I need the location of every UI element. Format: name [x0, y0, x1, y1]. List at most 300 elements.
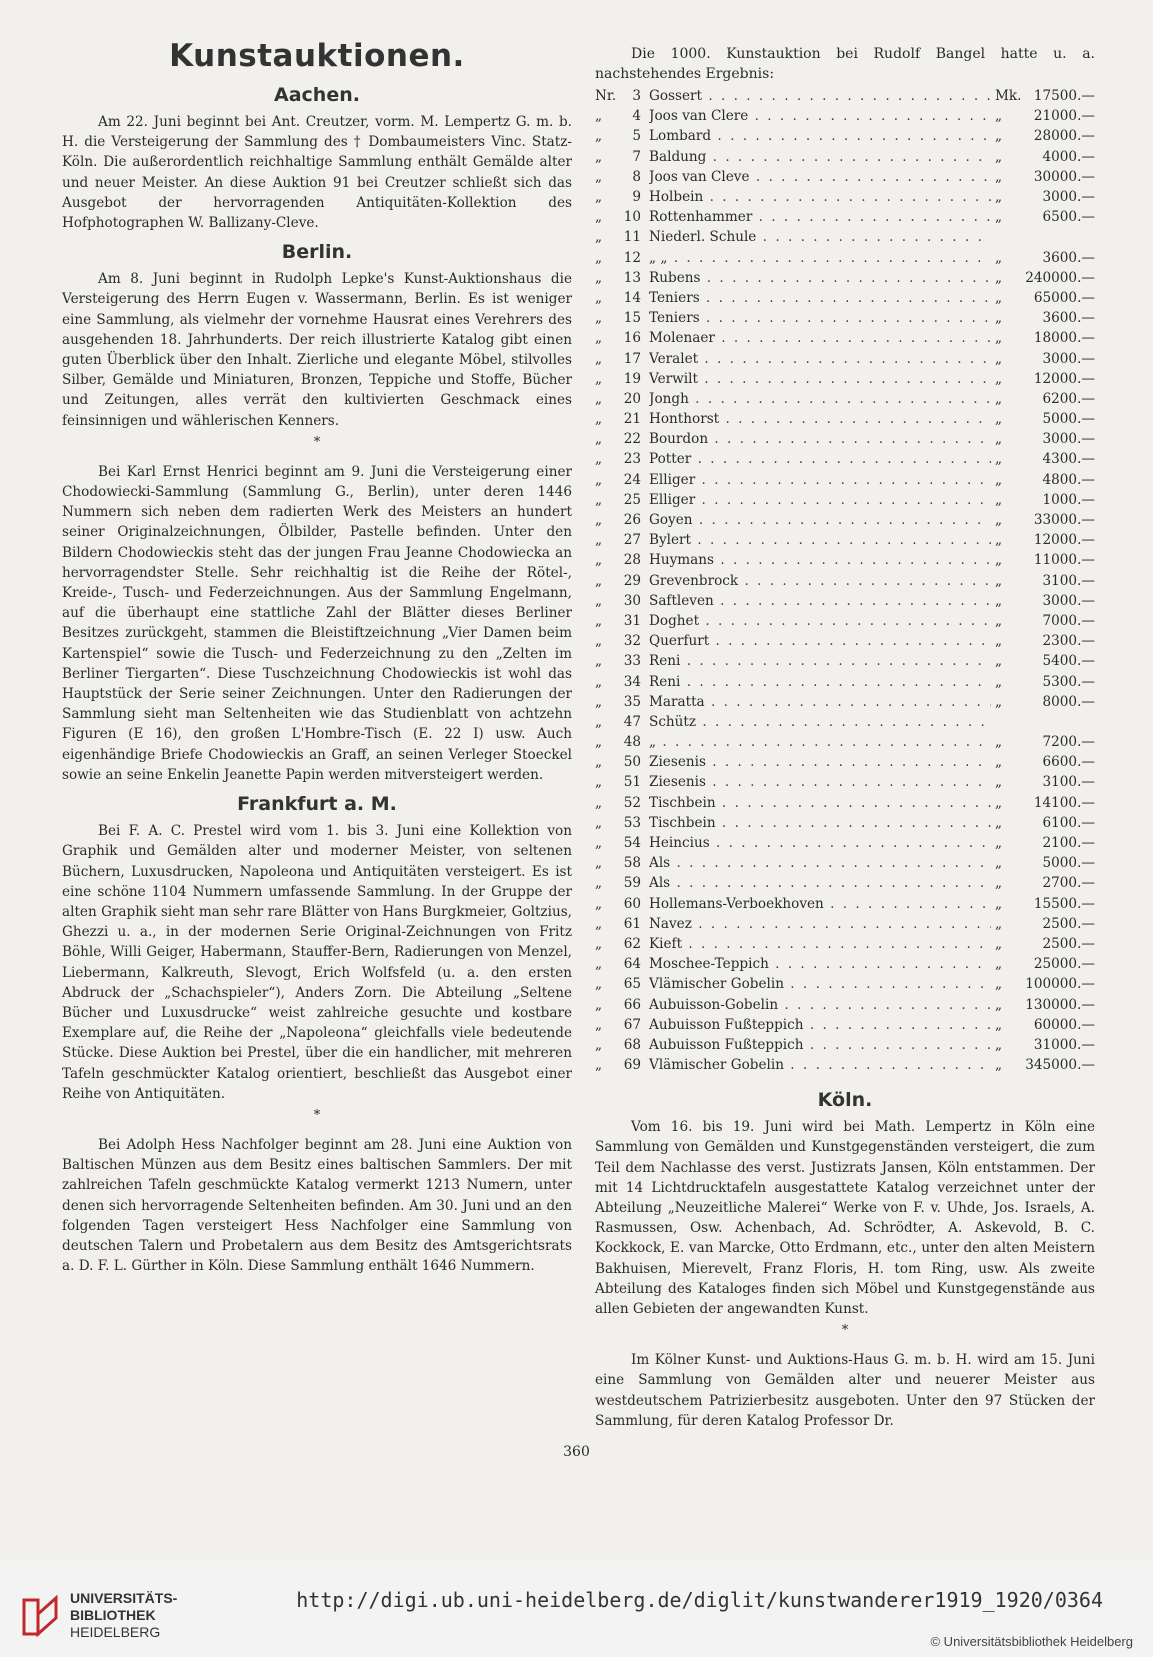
- result-currency: „: [995, 451, 1003, 468]
- result-price: 3000.—: [1042, 189, 1095, 206]
- result-price: 3000.—: [1042, 350, 1095, 367]
- result-currency: „: [995, 370, 1003, 387]
- result-price: 30000.—: [1033, 168, 1095, 185]
- result-artist: Veralet . . .: [649, 351, 991, 367]
- result-currency: „: [995, 189, 1003, 206]
- result-price: 11000.—: [1033, 552, 1095, 569]
- result-price: 5000.—: [1042, 855, 1095, 872]
- result-prefix: „: [595, 956, 603, 973]
- result-prefix: „: [595, 229, 603, 246]
- result-row: [595, 268, 1095, 288]
- result-prefix: „: [595, 471, 603, 488]
- result-currency: „: [995, 915, 1003, 932]
- left-column: [62, 38, 572, 1280]
- result-row: [595, 248, 1095, 268]
- result-price: 2700.—: [1042, 875, 1095, 892]
- result-artist: Ziesenis . . .: [649, 754, 991, 770]
- heading-koeln: Köln.: [817, 1089, 873, 1112]
- result-price: 33000.—: [1033, 512, 1095, 529]
- heading-aachen: Aachen.: [274, 84, 360, 106]
- result-prefix: „: [595, 491, 603, 508]
- result-number: 20: [623, 390, 641, 407]
- result-number: 27: [623, 532, 641, 549]
- result-artist: „ „ . . .: [649, 250, 991, 266]
- result-prefix: „: [595, 390, 603, 407]
- result-prefix: „: [595, 572, 603, 589]
- result-number: 53: [623, 814, 641, 831]
- result-number: 4: [632, 108, 641, 125]
- result-currency: „: [995, 996, 1003, 1013]
- auction-results-list: [595, 86, 1095, 1075]
- result-currency: „: [995, 108, 1003, 125]
- result-currency: „: [995, 491, 1003, 508]
- result-number: 10: [623, 209, 641, 226]
- result-currency: „: [995, 471, 1003, 488]
- result-prefix: „: [595, 976, 603, 993]
- result-number: 30: [623, 592, 641, 609]
- result-number: 69: [623, 1057, 641, 1074]
- result-currency: „: [995, 1057, 1003, 1074]
- result-number: 7: [632, 148, 641, 165]
- library-name: [70, 1590, 177, 1641]
- result-artist: Maratta . . .: [649, 694, 991, 710]
- result-number: 23: [623, 451, 641, 468]
- result-prefix: „: [595, 734, 603, 751]
- result-number: 32: [623, 633, 641, 650]
- result-currency: „: [995, 612, 1003, 629]
- result-price: 21000.—: [1033, 108, 1095, 125]
- result-prefix: „: [595, 1016, 603, 1033]
- result-artist: Als . . .: [649, 875, 991, 891]
- result-row: [595, 470, 1095, 490]
- result-row: [595, 914, 1095, 934]
- result-number: 50: [623, 754, 641, 771]
- result-artist: Verwilt . . .: [649, 371, 991, 387]
- result-currency: „: [995, 794, 1003, 811]
- result-currency: „: [995, 128, 1003, 145]
- result-number: 3: [632, 88, 641, 105]
- result-prefix: „: [595, 370, 603, 387]
- result-price: 130000.—: [1025, 996, 1095, 1013]
- result-number: 33: [623, 653, 641, 670]
- result-prefix: „: [595, 935, 603, 952]
- result-prefix: „: [595, 754, 603, 771]
- result-artist: Grevenbrock . . .: [649, 573, 991, 589]
- result-row: [595, 328, 1095, 348]
- result-number: 58: [623, 855, 641, 872]
- result-number: 22: [623, 431, 641, 448]
- result-artist: Moschee-Teppich . . .: [649, 956, 991, 972]
- bangel-intro: Die 1000. Kunstauktion bei Rudolf Bangel hatte u. a. nachstehendes Ergebnis:: [595, 46, 1095, 82]
- result-number: 29: [623, 572, 641, 589]
- result-price: 6100.—: [1042, 814, 1095, 831]
- result-price: 14100.—: [1033, 794, 1095, 811]
- result-row: [595, 853, 1095, 873]
- result-artist: Vlämischer Gobelin . . .: [649, 1057, 991, 1073]
- result-price: 3100.—: [1042, 572, 1095, 589]
- result-price: 28000.—: [1033, 128, 1095, 145]
- result-artist: Reni . . .: [649, 674, 991, 690]
- result-row: [595, 126, 1095, 146]
- result-row: [595, 894, 1095, 914]
- result-row: [595, 631, 1095, 651]
- result-currency: „: [995, 774, 1003, 791]
- result-row: [595, 873, 1095, 893]
- result-row: [595, 833, 1095, 853]
- result-row: [595, 671, 1095, 691]
- result-currency: „: [995, 390, 1003, 407]
- result-price: 3100.—: [1042, 774, 1095, 791]
- result-artist: Joos van Cleve . . .: [649, 169, 991, 185]
- result-artist: Heincius . . .: [649, 835, 991, 851]
- result-number: 8: [632, 168, 641, 185]
- result-prefix: „: [595, 168, 603, 185]
- result-row: [595, 732, 1095, 752]
- result-row: [595, 692, 1095, 712]
- result-number: 9: [632, 189, 641, 206]
- result-row: [595, 1035, 1095, 1055]
- result-currency: „: [995, 875, 1003, 892]
- result-prefix: „: [595, 310, 603, 327]
- result-number: 21: [623, 411, 641, 428]
- right-column: [595, 44, 1095, 1435]
- frankfurt-text-1: Bei F. A. C. Prestel wird vom 1. bis 3. Juni eine Kollektion von Graphik und Gemälden alter und moderner Meister, von seltenen Büchern, Luxusdrucken, Napoleona und Antiquitäten versteigert. Es ist eine schöne 1104 Nummern umfassende Sammlung. In der Gruppe der alten Graphik sieht man sehr rare Blätter von Hans Burgkmeier, Goltzius, Ghezzi u. a., in der modernen Serie Original-Zeichnungen von Fritz Böhle, Willi Geiger, Habermann, Stauffer-Bern, Radierungen von Menzel, Liebermann, Kalkreuth, Slevogt, Erich Wolfsfeld (u. a. den ersten Abdruck der „Schachspieler“), Anders Zorn. Die Abteilung „Seltene Bücher und Luxusdrucke“ weist zahlreiche gesuchte und kostbare Exemplare auf, die Reihe der „Napoleona“ gleichfalls viele bedeutende Stücke. Diese Auktion bei Prestel, über die ein handlicher, mit mehreren Tafeln geschmückter Katalog orientiert, beschließt das Ausgebot einer Reihe von Antiquitäten.: [62, 823, 572, 1102]
- page-title: Kunstauktionen.: [169, 38, 465, 74]
- result-row: [595, 530, 1095, 550]
- result-artist: Aubuisson Fußteppich . . .: [649, 1037, 991, 1053]
- result-row: [595, 348, 1095, 368]
- result-price: 5400.—: [1042, 653, 1095, 670]
- result-prefix: Nr.: [595, 88, 617, 105]
- result-row: [595, 752, 1095, 772]
- heading-berlin: Berlin.: [281, 241, 353, 264]
- result-row: [595, 308, 1095, 328]
- result-number: 64: [623, 956, 641, 973]
- result-currency: „: [995, 148, 1003, 165]
- result-currency: „: [995, 693, 1003, 710]
- result-artist: Elliger . . .: [649, 492, 991, 508]
- result-number: 26: [623, 512, 641, 529]
- result-prefix: „: [595, 592, 603, 609]
- result-prefix: „: [595, 653, 603, 670]
- result-prefix: „: [595, 289, 603, 306]
- result-row: [595, 490, 1095, 510]
- result-price: 5000.—: [1042, 411, 1095, 428]
- result-price: 2500.—: [1042, 935, 1095, 952]
- result-currency: „: [995, 572, 1003, 589]
- result-row: [595, 429, 1095, 449]
- result-currency: „: [995, 552, 1003, 569]
- result-currency: „: [995, 168, 1003, 185]
- result-price: 100000.—: [1025, 976, 1095, 993]
- result-artist: Honthorst . . .: [649, 411, 991, 427]
- result-artist: Querfurt . . .: [649, 633, 991, 649]
- result-number: 68: [623, 1036, 641, 1053]
- result-number: 62: [623, 935, 641, 952]
- result-number: 12: [623, 249, 641, 266]
- koeln-text-1: Vom 16. bis 19. Juni wird bei Math. Lempertz in Köln eine Sammlung von Gemälden und Kunstgegenständen versteigert, die zum Teil dem Nachlasse des verst. Justizrats Jansen, Köln entstammen. Der mit 14 Lichtdrucktafeln ausgestattete Katalog verzeichnet unter der Abteilung „Neuzeitliche Malerei“ Werke von F. v. Uhde, Jos. Israels, A. Rasmussen, Osw. Achenbach, Ad. Schrödter, A. Askevold, B. C. Kockkock, E. van Marcke, Otto Erdmann, etc., unter den alten Meistern Bakhuisen, Mierevelt, Franz Floris, H. tom Ring, usw. Als zweite Abteilung des Kataloges finden sich Möbel und Kunstgegenstände aus allen Gebieten der angewandten Kunst.: [595, 1119, 1095, 1318]
- result-prefix: „: [595, 794, 603, 811]
- result-number: 65: [623, 976, 641, 993]
- result-artist: Schütz . . .: [649, 714, 991, 730]
- result-artist: Aubuisson Fußteppich . . .: [649, 1017, 991, 1033]
- berlin-text-2: Bei Karl Ernst Henrici beginnt am 9. Juni die Versteigerung einer Chodowiecki-Sammlung (Sammlung G., Berlin), unter deren 1446 Nummern sich neben dem radierten Werk des Meisters an hundert seiner Originalzeichnungen, Ölbilder, Pastelle befinden. Unter den Bildern Chodowieckis steht das der jungen Frau Jeanne Chodowiecka an hervorragendster Stelle. Sehr reichhaltig ist die Reihe der Rötel-, Kreide-, Tusch- und Federzeichnungen. Aus der Sammlung Engelmann, auf die überhaupt eine stattliche Zahl der Blätter dieses Berliner Besitzes zurückgeht, stammen die Bleistiftzeichnung „Vier Damen beim Kartenspiel“ sowie die Tusch- und Federzeichnung zu den „Zelten im Berliner Tiergarten“. Diese Tuschzeichnung Chodowieckis ist wohl das Hauptstück der Serie seiner Zeichnungen. Unter den Radierungen der Sammlung sieht man Seltenheiten wie das Studienblatt von achtzehn Figuren (E 16), den großen L'Hombre-Tisch (E. 22 I) usw. Auch eigenhändige Briefe Chodowieckis an Graff, an seinen Verleger Stoeckel sowie an seine Enkelin Jeanette Papin werden mitversteigert werden.: [62, 463, 572, 783]
- result-price: 240000.—: [1025, 269, 1095, 286]
- result-row: [595, 994, 1095, 1014]
- result-prefix: „: [595, 128, 603, 145]
- result-row: [595, 288, 1095, 308]
- result-currency: „: [995, 310, 1003, 327]
- result-number: 48: [623, 734, 641, 751]
- result-prefix: „: [595, 431, 603, 448]
- result-row: [595, 712, 1095, 732]
- result-currency: „: [995, 653, 1003, 670]
- result-prefix: „: [595, 895, 603, 912]
- result-artist: Reni . . .: [649, 653, 991, 669]
- result-prefix: „: [595, 875, 603, 892]
- result-number: 5: [632, 128, 641, 145]
- page-number: 360: [563, 1444, 590, 1460]
- result-number: 19: [623, 370, 641, 387]
- result-prefix: „: [595, 209, 603, 226]
- result-number: 60: [623, 895, 641, 912]
- result-prefix: „: [595, 148, 603, 165]
- result-prefix: „: [595, 552, 603, 569]
- result-artist: Niederl. Schule . . .: [649, 229, 991, 245]
- result-prefix: „: [595, 249, 603, 266]
- result-artist: Doghet . . .: [649, 613, 991, 629]
- result-currency: „: [995, 269, 1003, 286]
- result-price: 3000.—: [1042, 592, 1095, 609]
- result-artist: Teniers . . .: [649, 290, 991, 306]
- result-prefix: „: [595, 855, 603, 872]
- result-number: 24: [623, 471, 641, 488]
- result-price: 18000.—: [1033, 330, 1095, 347]
- result-number: 28: [623, 552, 641, 569]
- result-number: 17: [623, 350, 641, 367]
- result-row: [595, 86, 1095, 106]
- result-price: 31000.—: [1033, 1036, 1095, 1053]
- library-footer: [0, 1560, 1153, 1657]
- result-row: [595, 1055, 1095, 1075]
- result-row: [595, 550, 1095, 570]
- separator-star: *: [841, 1323, 849, 1339]
- result-number: 52: [623, 794, 641, 811]
- result-currency: „: [995, 1036, 1003, 1053]
- result-prefix: „: [595, 512, 603, 529]
- result-prefix: „: [595, 814, 603, 831]
- result-currency: „: [995, 532, 1003, 549]
- result-row: [595, 389, 1095, 409]
- result-row: [595, 187, 1095, 207]
- result-prefix: „: [595, 350, 603, 367]
- result-currency: „: [995, 1016, 1003, 1033]
- copyright-notice: © Universitätsbibliothek Heidelberg: [930, 1634, 1133, 1649]
- result-artist: Holbein . . .: [649, 189, 991, 205]
- result-currency: „: [995, 855, 1003, 872]
- result-artist: Aubuisson-Gobelin . . .: [649, 997, 991, 1013]
- library-name-line-2: BIBLIOTHEK: [70, 1607, 156, 1623]
- result-row: [595, 147, 1095, 167]
- result-artist: Teniers . . .: [649, 310, 991, 326]
- result-price: 4800.—: [1042, 471, 1095, 488]
- result-artist: Elliger . . .: [649, 472, 991, 488]
- result-prefix: „: [595, 633, 603, 650]
- result-artist: Hollemans-Verboekhoven . . .: [649, 896, 991, 912]
- result-artist: Tischbein . . .: [649, 795, 991, 811]
- result-currency: „: [995, 835, 1003, 852]
- result-currency: „: [995, 814, 1003, 831]
- result-price: 6600.—: [1042, 754, 1095, 771]
- result-currency: „: [995, 592, 1003, 609]
- result-prefix: „: [595, 1057, 603, 1074]
- result-number: 13: [623, 269, 641, 286]
- result-row: [595, 167, 1095, 187]
- result-row: [595, 934, 1095, 954]
- result-currency: „: [995, 673, 1003, 690]
- result-currency: „: [995, 431, 1003, 448]
- result-number: 16: [623, 330, 641, 347]
- library-logo: [22, 1590, 177, 1641]
- result-artist: Lombard . . .: [649, 128, 991, 144]
- result-artist: Huymans . . .: [649, 552, 991, 568]
- result-prefix: „: [595, 915, 603, 932]
- separator-star: *: [313, 434, 321, 450]
- result-artist: Tischbein . . .: [649, 815, 991, 831]
- result-price: 1000.—: [1042, 491, 1095, 508]
- result-prefix: „: [595, 673, 603, 690]
- result-price: 7000.—: [1042, 612, 1095, 629]
- result-artist: Rottenhammer . . .: [649, 209, 991, 225]
- library-name-line-1: UNIVERSITÄTS-: [70, 1590, 178, 1606]
- result-price: 345000.—: [1025, 1057, 1095, 1074]
- result-price: 6500.—: [1042, 209, 1095, 226]
- result-row: [595, 207, 1095, 227]
- result-price: 12000.—: [1033, 532, 1095, 549]
- result-row: [595, 571, 1095, 591]
- result-currency: Mk.: [995, 88, 1022, 105]
- result-artist: Kieft . . .: [649, 936, 991, 952]
- result-currency: „: [995, 512, 1003, 529]
- result-artist: Saftleven . . .: [649, 593, 991, 609]
- result-number: 35: [623, 693, 641, 710]
- separator-star: *: [313, 1107, 321, 1123]
- result-artist: „ . . .: [649, 734, 991, 750]
- result-price: 6200.—: [1042, 390, 1095, 407]
- result-currency: „: [995, 935, 1003, 952]
- result-prefix: „: [595, 451, 603, 468]
- result-number: 66: [623, 996, 641, 1013]
- result-price: 2100.—: [1042, 835, 1095, 852]
- result-artist: Vlämischer Gobelin . . .: [649, 976, 991, 992]
- result-row: [595, 227, 1095, 247]
- result-number: 59: [623, 875, 641, 892]
- result-number: 47: [623, 713, 641, 730]
- result-price: 2500.—: [1042, 915, 1095, 932]
- result-row: [595, 449, 1095, 469]
- result-prefix: „: [595, 108, 603, 125]
- result-prefix: „: [595, 612, 603, 629]
- result-prefix: „: [595, 1036, 603, 1053]
- source-url-link[interactable]: http://digi.ub.uni-heidelberg.de/diglit/kunstwanderer1919_1920/0364: [296, 1588, 1103, 1612]
- result-price: 5300.—: [1042, 673, 1095, 690]
- result-prefix: „: [595, 411, 603, 428]
- result-currency: „: [995, 976, 1003, 993]
- result-artist: Goyen . . .: [649, 512, 991, 528]
- result-row: [595, 611, 1095, 631]
- result-price: 17500.—: [1033, 88, 1095, 105]
- berlin-text-1: Am 8. Juni beginnt in Rudolph Lepke's Kunst-Auktionshaus die Versteigerung des Herrn Eugen v. Wassermann, Berlin. Es ist weniger eine Sammlung, als vielmehr der vornehme Hausrat eines Verehrers des ausgehenden 18. Jahrhunderts. Der reich illustrierte Katalog gibt einen guten Überblick über den Inhalt. Zierliche und elegante Möbel, stilvolles Silber, Gemälde und Miniaturen, Bronzen, Teppiche und Stoffe, Bücher und Zeitungen, alles verrät den kultivierten Geschmack eines feinsinnigen und wählerischen Kenners.: [62, 271, 572, 429]
- result-number: 25: [623, 491, 641, 508]
- result-number: 11: [623, 229, 641, 246]
- result-row: [595, 793, 1095, 813]
- result-number: 67: [623, 1016, 641, 1033]
- result-prefix: „: [595, 996, 603, 1013]
- result-price: 3000.—: [1042, 431, 1095, 448]
- result-price: 8000.—: [1042, 693, 1095, 710]
- result-artist: Bylert . . .: [649, 532, 991, 548]
- result-price: 65000.—: [1033, 289, 1095, 306]
- result-artist: Joos van Clere . . .: [649, 108, 991, 124]
- result-number: 54: [623, 835, 641, 852]
- result-artist: Navez . . .: [649, 916, 991, 932]
- result-currency: „: [995, 209, 1003, 226]
- result-price: 3600.—: [1042, 249, 1095, 266]
- result-prefix: „: [595, 774, 603, 791]
- result-prefix: „: [595, 835, 603, 852]
- result-currency: „: [995, 734, 1003, 751]
- result-currency: „: [995, 633, 1003, 650]
- result-number: 31: [623, 612, 641, 629]
- result-number: 51: [623, 774, 641, 791]
- result-number: 15: [623, 310, 641, 327]
- result-prefix: „: [595, 713, 603, 730]
- result-prefix: „: [595, 693, 603, 710]
- result-prefix: „: [595, 269, 603, 286]
- result-price: 12000.—: [1033, 370, 1095, 387]
- result-artist: Als . . .: [649, 855, 991, 871]
- result-currency: „: [995, 350, 1003, 367]
- result-currency: „: [995, 289, 1003, 306]
- result-price: 60000.—: [1033, 1016, 1095, 1033]
- result-price: 2300.—: [1042, 633, 1095, 650]
- result-row: [595, 974, 1095, 994]
- koeln-text-2: Im Kölner Kunst- und Auktions-Haus G. m. b. H. wird am 15. Juni eine Sammlung von Gemälden alter und neuerer Meister aus westdeutschem Patrizierbesitz ausgeboten. Unter den 97 Stücken der Sammlung, für deren Katalog Professor Dr.: [595, 1352, 1095, 1429]
- result-row: [595, 772, 1095, 792]
- result-artist: Ziesenis . . .: [649, 774, 991, 790]
- result-row: [595, 1015, 1095, 1035]
- result-row: [595, 106, 1095, 126]
- result-artist: Potter . . .: [649, 451, 991, 467]
- result-number: 34: [623, 673, 641, 690]
- result-artist: Baldung . . .: [649, 149, 991, 165]
- result-artist: Jongh . . .: [649, 391, 991, 407]
- result-row: [595, 591, 1095, 611]
- result-artist: Bourdon . . .: [649, 431, 991, 447]
- result-prefix: „: [595, 330, 603, 347]
- aachen-text: Am 22. Juni beginnt bei Ant. Creutzer, vorm. M. Lempertz G. m. b. H. die Versteigerung der Sammlung des † Dombaumeisters Vinc. Statz-Köln. Die außerordentlich reichhaltige Sammlung enthält Gemälde alter und neuer Meister. An diese Auktion 91 bei Creutzer schließt sich das Ausgebot der hervorragenden Antiquitäten-Kollektion des Hofphotographen W. Ballizany-Cleve.: [62, 114, 572, 232]
- result-prefix: „: [595, 189, 603, 206]
- result-artist: Molenaer . . .: [649, 330, 991, 346]
- result-row: [595, 369, 1095, 389]
- result-price: 7200.—: [1042, 734, 1095, 751]
- result-currency: „: [995, 411, 1003, 428]
- result-currency: „: [995, 754, 1003, 771]
- result-currency: „: [995, 895, 1003, 912]
- library-logo-icon: [22, 1594, 62, 1638]
- result-row: [595, 651, 1095, 671]
- result-number: 14: [623, 289, 641, 306]
